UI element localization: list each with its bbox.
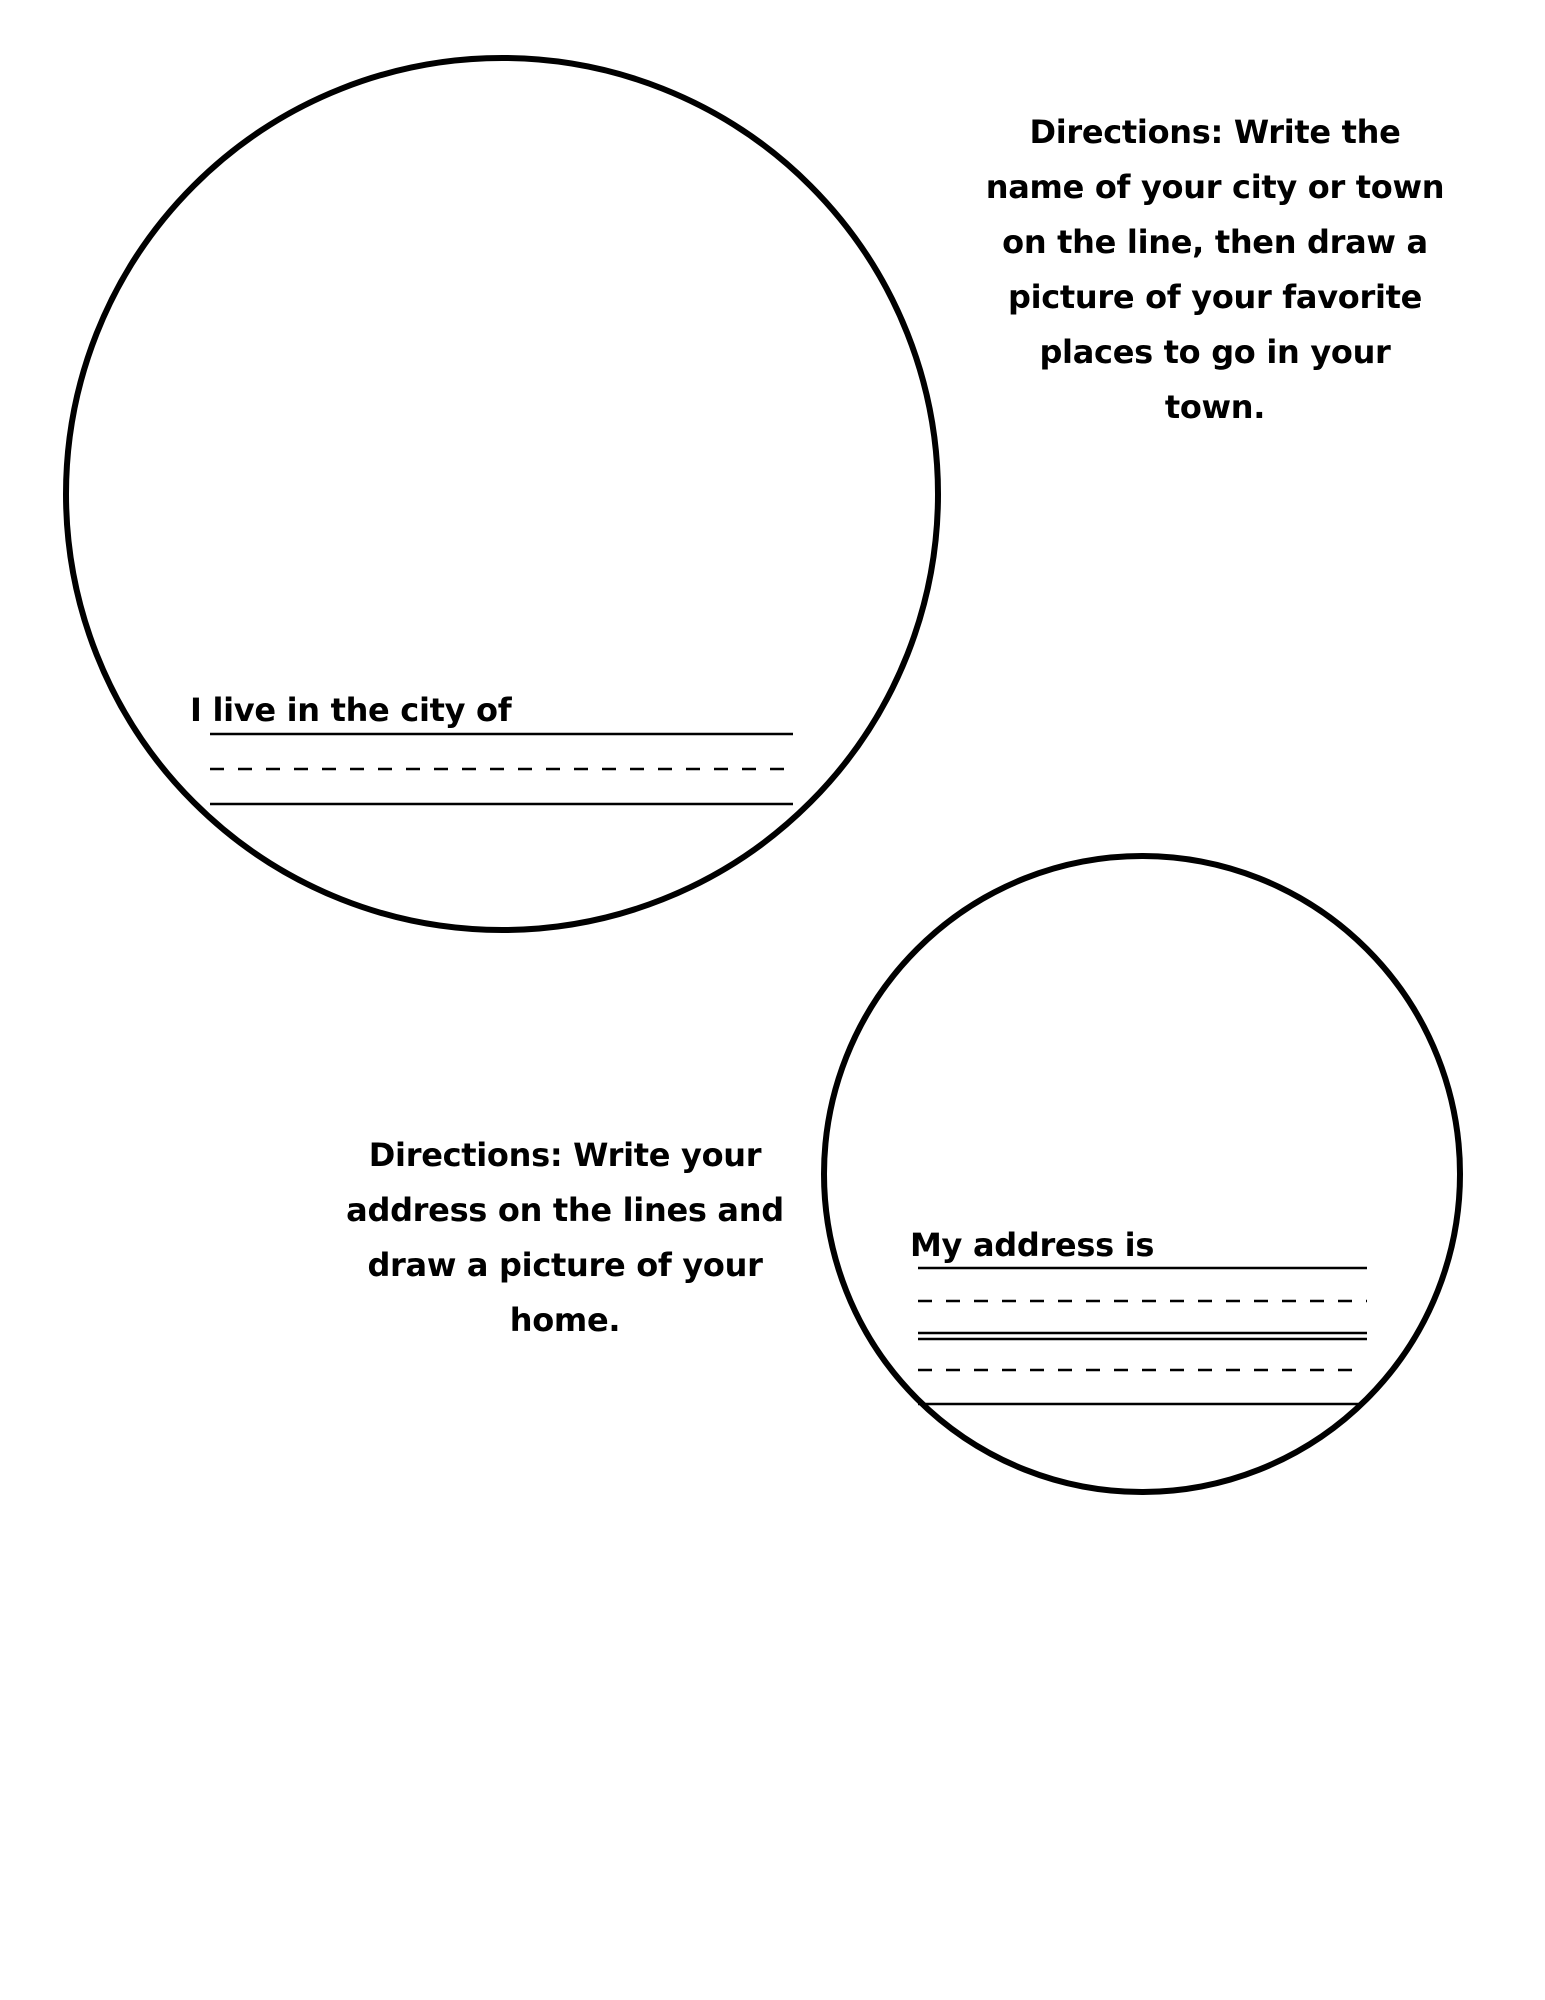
city-prompt-label: I live in the city of [190,691,512,729]
address-prompt-label: My address is [910,1226,1155,1264]
address-directions-text: Directions: Write your address on the lines and draw a picture of your home. [346,1136,784,1339]
city-drawing-circle[interactable] [66,58,938,930]
address-drawing-circle[interactable] [824,856,1460,1492]
city-handwriting-lines[interactable] [210,734,793,804]
city-directions-text: Directions: Write the name of your city or town on the line, then draw a picture of your favorite places to go in your town. [985,113,1445,426]
address-handwriting-lines[interactable] [918,1268,1367,1404]
